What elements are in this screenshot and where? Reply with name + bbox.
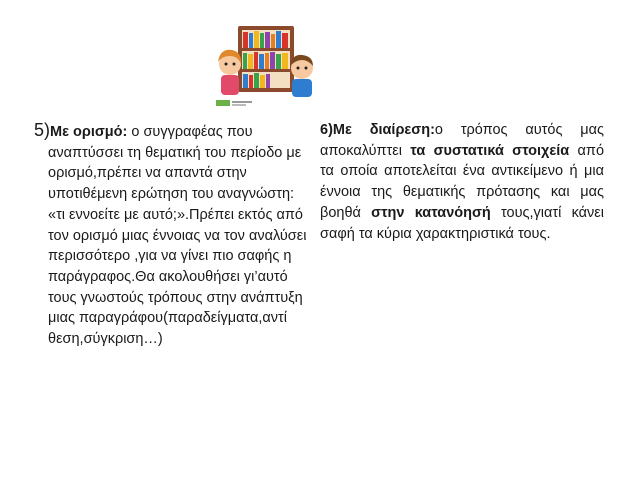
bookshelf-kids-illustration — [210, 18, 320, 108]
right-bold-2: στην κατανόησή — [371, 204, 491, 221]
left-body: αναπτύσσει τη θεματική του περίοδο με ορισμό,πρέπει να απαντά στην υποτιθέμενη ερώτηση του αναγνώστη: «τι εννοείτε με αυτό;».Πρέπει εκτός από τον ορισμό μιας έννοιας να τον αναλύσει περισσότερο ,για να γίνει πιο σαφής η παράγραφος.Θα ακολουθήσει γι’αυτό τους γνωστούς τρόπους στην ανάπτυξη μιας παραγράφου(παραδείγματα,αντί θεση,σύγκριση…) — [48, 144, 307, 348]
right-text-1: ο τρόπος αυτός μας αποκαλύπτει — [320, 122, 605, 159]
right-bold-1: τα συστατικά στοιχεία — [410, 142, 570, 159]
left-first-line — [34, 120, 312, 143]
left-number: 5) — [34, 120, 51, 140]
right-heading: 6)Με διαίρεση: — [320, 122, 435, 138]
right-text-2: από τα οποία αποτελείται ένα αντικείμενο ή μια έννοια της θεματικής πρότασης και μας βοηθά — [320, 142, 605, 221]
left-paragraph — [34, 120, 312, 350]
right-paragraph — [320, 120, 604, 244]
left-heading: Με ορισμό: — [50, 124, 128, 140]
right-first-line — [320, 120, 604, 244]
right-text-3: τους,γιατί κάνει σαφή τα κύρια χαρακτηριστικά τους. — [320, 204, 604, 242]
left-line1-rest: ο συγγραφέας που — [127, 124, 253, 140]
bookshelf-icon — [210, 18, 320, 108]
